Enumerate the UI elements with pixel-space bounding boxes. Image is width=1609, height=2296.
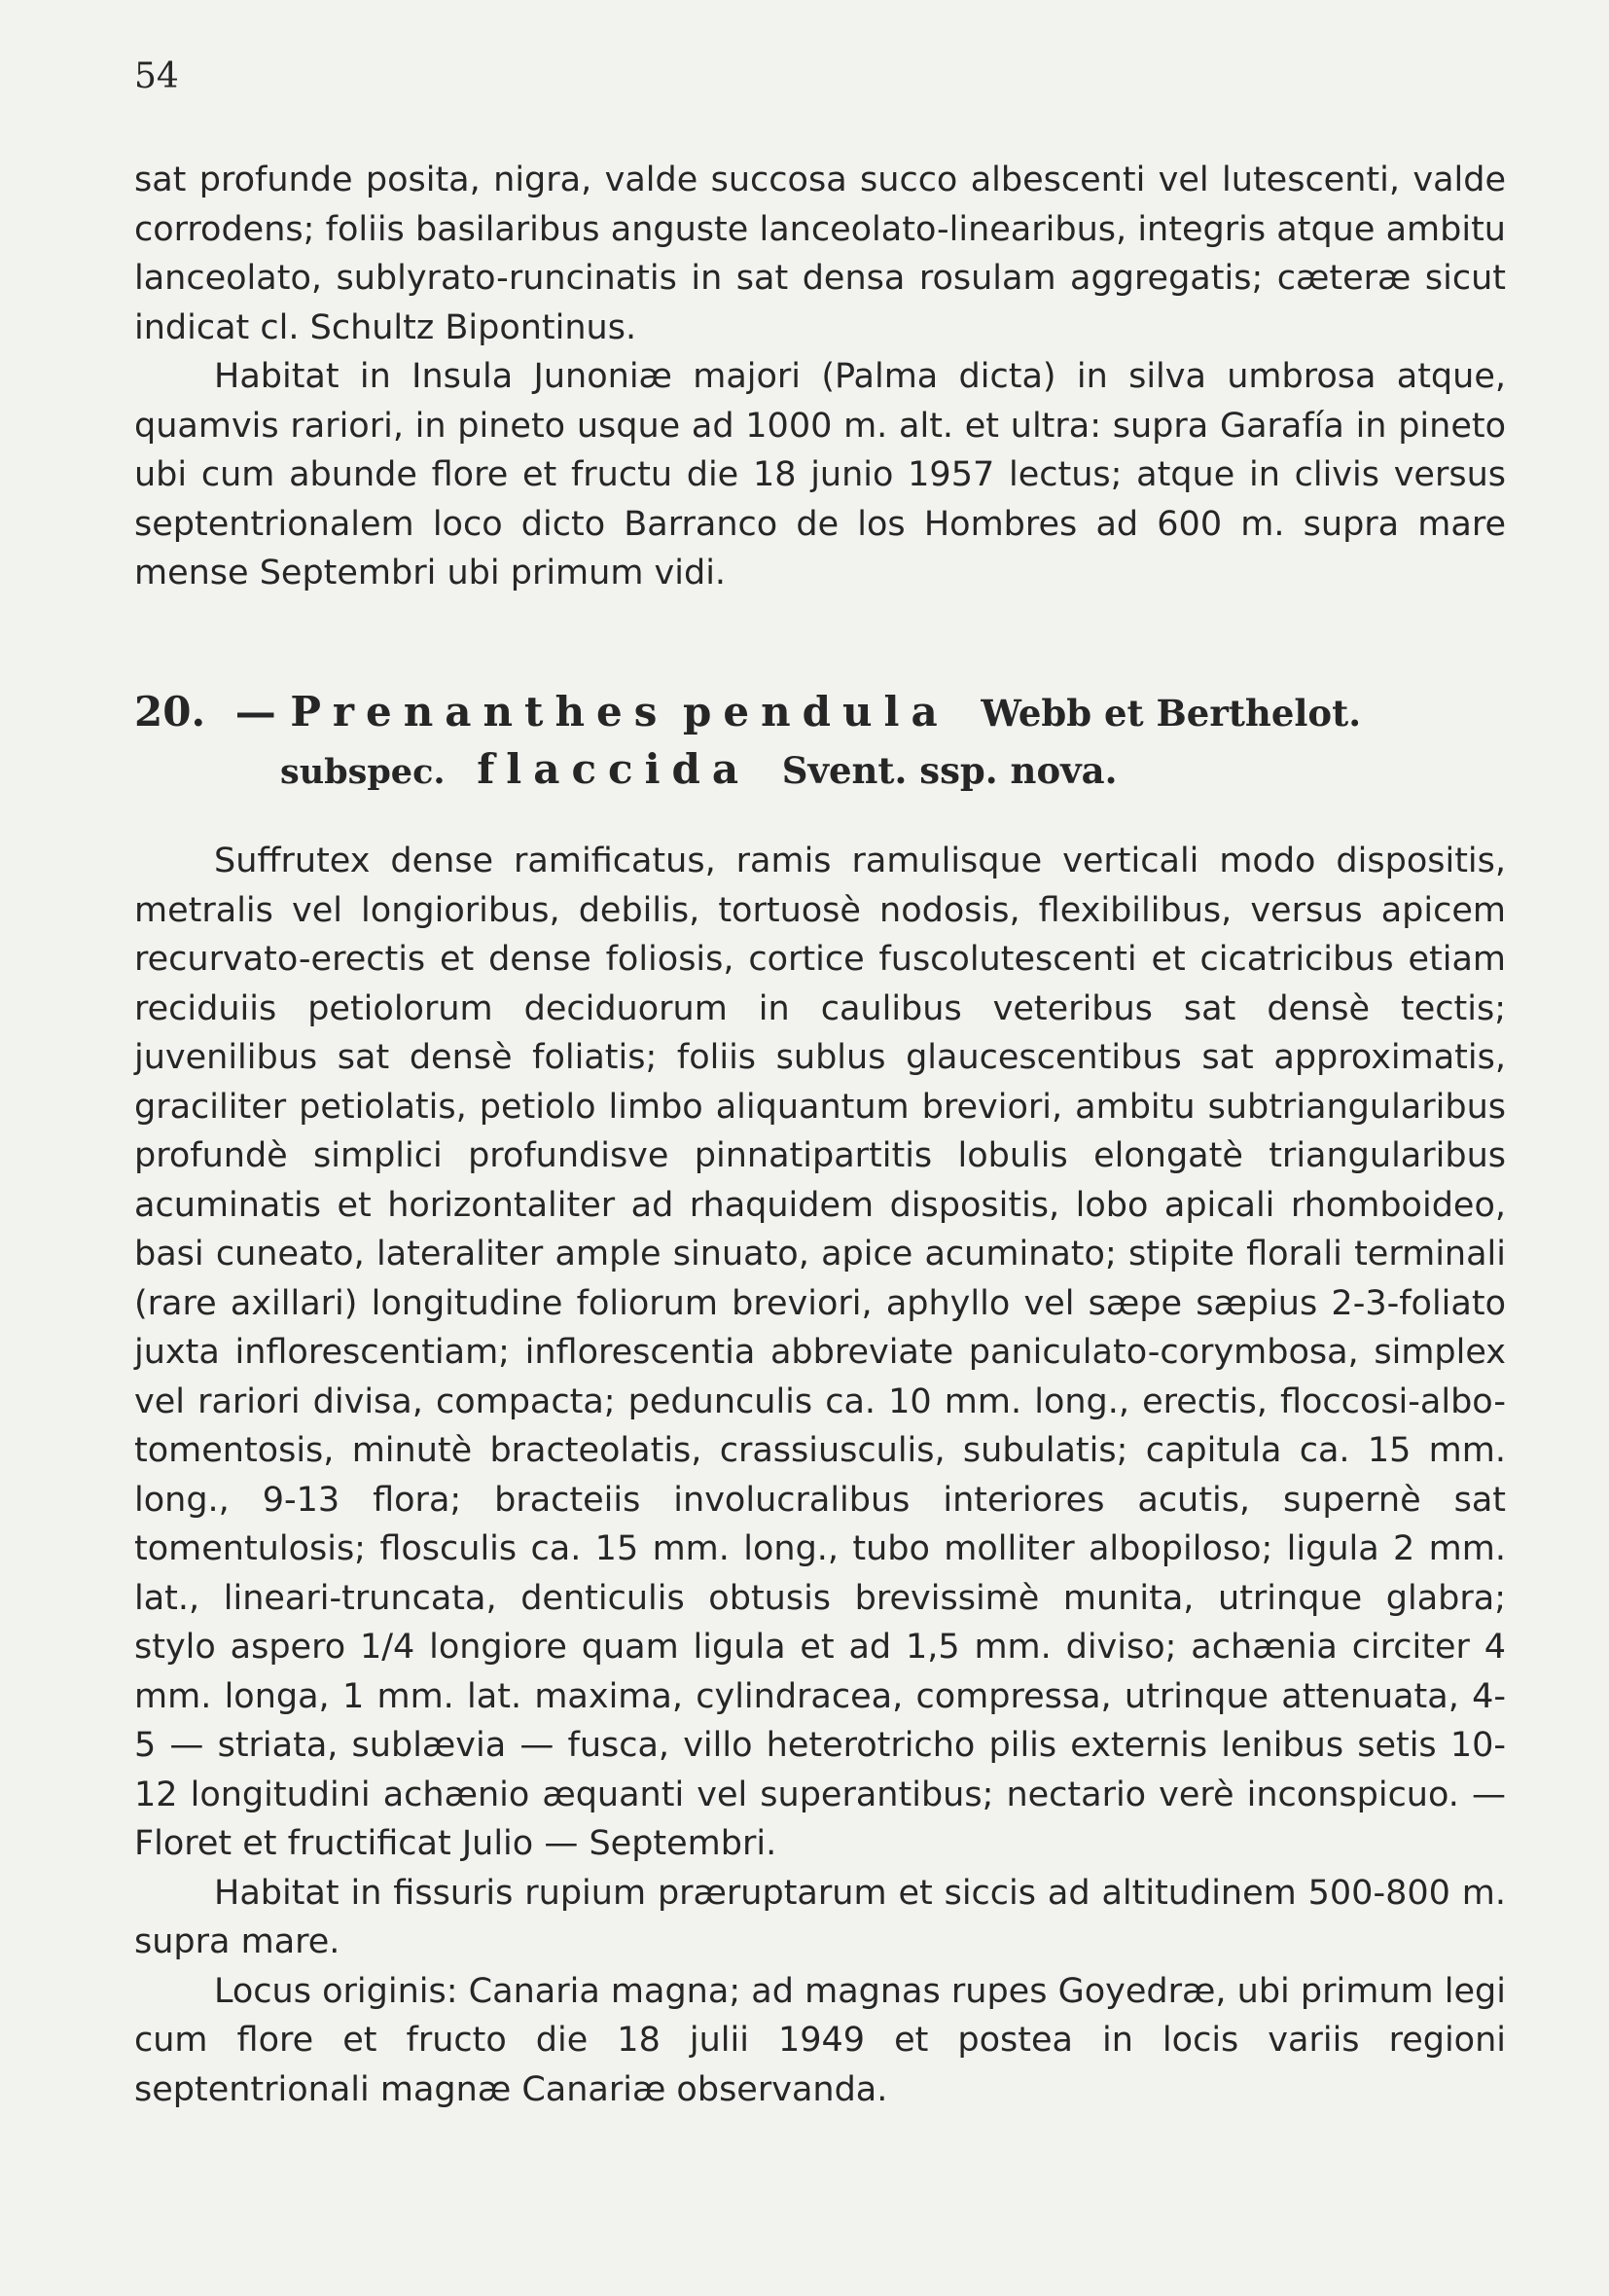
genus-name: Prenanthes	[290, 688, 669, 735]
paragraph-habitat: Habitat in fissuris rupium præruptarum et siccis ad altitudinem 500-800 m. supra mare.	[134, 1873, 1506, 1961]
rank-label: subspec.	[280, 752, 446, 792]
species-heading-line-2	[280, 741, 1506, 801]
subspecies-author: Svent. ssp. nova.	[781, 749, 1118, 792]
paragraph-description-continuation: sat profunde posita, nigra, valde succosa succo albescenti vel lutescenti, valde corrodens; foliis basilaribus anguste lanceolato-linearibus, integris atque ambitu lanceolato, sublyrato-runcinatis in sat densa rosulam aggregatis; cæteræ sicut indicat cl. Schultz Bipontinus.	[134, 161, 1506, 347]
species-heading	[134, 684, 1506, 801]
text-block-continuation	[134, 156, 1506, 598]
paragraph-habitat-palma: Habitat in Insula Junoniæ majori (Palma dicta) in silva umbrosa atque, quamvis rariori, in pineto usque ad 1000 m. alt. et ultra: supra Garafía in pineto ubi cum abunde flore et fructu die 18 junio 1957 lectus; atque in clivis versus septentrionalem loco dicto Barranco de los Hombres ad 600 m. supra mare mense Septembri ubi primum vidi.	[134, 357, 1506, 592]
species-name: pendula	[682, 688, 949, 735]
paragraph-locus-originis: Locus originis: Canaria magna; ad magnas rupes Goyedræ, ubi primum legi cum flore et fructo die 18 julii 1949 et postea in locis variis regioni septentrionali magnæ Canariæ observanda.	[134, 1971, 1506, 2109]
heading-dash: —	[234, 688, 276, 735]
species-heading-line-1	[134, 684, 1506, 741]
subspecies-name: flaccida	[477, 745, 751, 793]
paragraph-description: Suffrutex dense ramificatus, ramis ramulisque verticali modo dispositis, metralis vel longioribus, debilis, tortuosè nodosis, flexibilibus, versus apicem recurvato-erectis et dense foliosis, cortice fuscolutescenti et cicatricibus etiam reciduiis petiolorum deciduorum in caulibus veteribus sat densè tectis; juvenilibus sat densè foliatis; foliis sublus glaucescentibus sat approximatis, graciliter petiolatis, petiolo limbo aliquantum breviori, ambitu subtriangularibus profundè simplici profundisve pinnatipartitis lobulis elongatè triangularibus acuminatis et horizontaliter ad rhaquidem dispositis, lobo apicali rhomboideo, basi cuneato, lateraliter ample sinuato, apice acuminato; stipite florali terminali (rare axillari) longitudine foliorum breviori, aphyllo vel sæpe sæpius 2-3-foliato juxta inflorescentiam; inflorescentia abbreviate paniculato-corymbosa, simplex vel rariori divisa, compacta; pedunculis ca. 10 mm. long., erectis, floccosi-albo-tomentosis, minutè bracteolatis, crassiusculis, subulatis; capitula ca. 15 mm. long., 9-13 flora; bracteiis involucralibus interiores acutis, supernè sat tomentulosis; flosculis ca. 15 mm. long., tubo molliter albopiloso; ligula 2 mm. lat., lineari-truncata, denticulis obtusis brevissimè munita, utrinque glabra; stylo aspero 1/4 longiore quam ligula et ad 1,5 mm. diviso; achænia circiter 4 mm. longa, 1 mm. lat. maxima, cylindracea, compressa, utrinque attenuata, 4-5 — striata, sublævia — fusca, villo heterotricho pilis externis lenibus setis 10-12 longitudini achænio æquanti vel superantibus; nectario verè inconspicuo. —Floret et fructificat Julio — Septembri.	[134, 842, 1506, 1863]
species-author: Webb et Berthelot.	[981, 692, 1362, 735]
species-number: 20.	[134, 688, 206, 735]
page-number: 54	[134, 56, 179, 96]
text-block-species-description	[134, 837, 1506, 2114]
